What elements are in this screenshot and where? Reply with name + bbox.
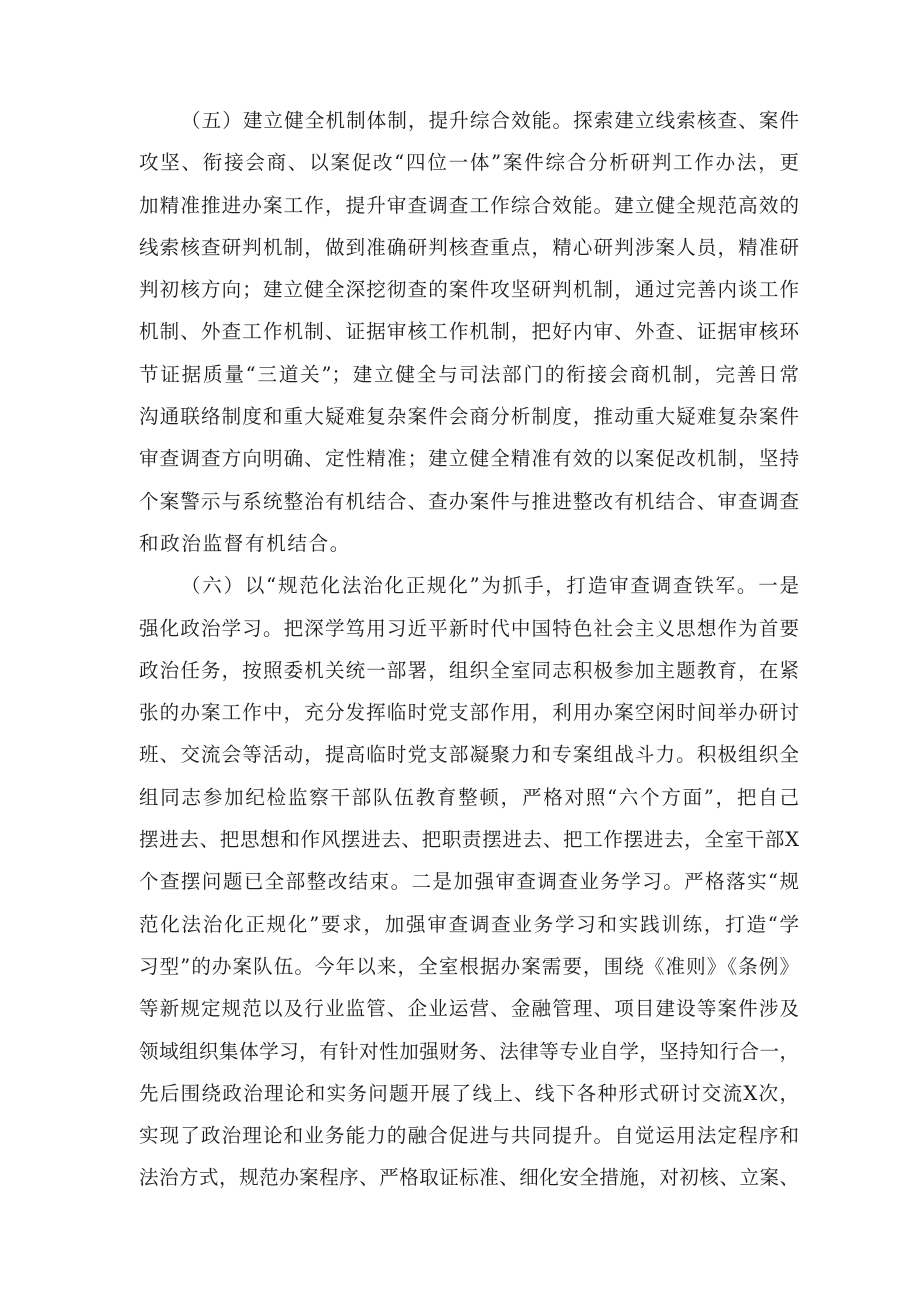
paragraph-line: 组同志参加纪检监察干部队伍教育整顿，严格对照“六个方面”，把自己: [139, 785, 799, 809]
paragraph-line: 个案警示与系统整治有机结合、查办案件与推进整改有机结合、审查调查: [139, 489, 799, 513]
paragraph-line: 个查摆问题已全部整改结束。二是加强审查调查业务学习。严格落实“规: [139, 870, 799, 894]
paragraph-line: 政治任务，按照委机关统一部署，组织全室同志积极参加主题教育，在紧: [139, 658, 799, 682]
paragraph-line: 实现了政治理论和业务能力的融合促进与共同提升。自觉运用法定程序和: [139, 1124, 799, 1148]
paragraph-five: [139, 100, 799, 565]
paragraph-line: 范化法治化正规化”要求，加强审查调查业务学习和实践训练，打造“学: [139, 912, 799, 936]
document-body: [139, 100, 799, 1200]
paragraph-line: 领域组织集体学习，有针对性加强财务、法律等专业自学，坚持知行合一，: [139, 1039, 799, 1063]
paragraph-line: 强化政治学习。把深学笃用习近平新时代中国特色社会主义思想作为首要: [139, 616, 799, 640]
paragraph-line: （五）建立健全机制体制，提升综合效能。探索建立线索核查、案件: [181, 109, 799, 132]
paragraph-line: 攻坚、衔接会商、以案促改“四位一体”案件综合分析研判工作办法，更: [139, 151, 799, 175]
paragraph-line: 判初核方向；建立健全深挖彻查的案件攻坚研判机制，通过完善内谈工作: [139, 278, 799, 302]
paragraph-line: 机制、外查工作机制、证据审核工作机制，把好内审、外查、证据审核环: [139, 320, 799, 344]
paragraph-line: 线索核查研判机制，做到准确研判核查重点，精心研判涉案人员，精准研: [139, 235, 799, 259]
paragraph-line: 和政治监督有机结合。: [139, 531, 352, 555]
paragraph-line: 先后围绕政治理论和实务问题开展了线上、线下各种形式研讨交流X次，: [139, 1081, 799, 1105]
paragraph-line: 班、交流会等活动，提高临时党支部凝聚力和专案组战斗力。积极组织全: [139, 743, 799, 767]
paragraph-line: 沟通联络制度和重大疑难复杂案件会商分析制度，推动重大疑难复杂案件: [139, 405, 799, 429]
paragraph-line: 节证据质量“三道关”；建立健全与司法部门的衔接会商机制，完善日常: [139, 362, 799, 386]
paragraph-line: 法治方式，规范办案程序、严格取证标准、细化安全措施，对初核、立案、: [139, 1166, 799, 1190]
paragraph-line: 加精准推进办案工作，提升审查调查工作综合效能。建立健全规范高效的: [139, 193, 799, 217]
paragraph-six: [139, 565, 799, 1199]
paragraph-line: 习型”的办案队伍。今年以来，全室根据办案需要，围绕《准则》《条例》: [139, 954, 799, 978]
paragraph-line: （六）以“规范化法治化正规化”为抓手，打造审查调查铁军。一是: [181, 574, 799, 598]
paragraph-line: 张的办案工作中，充分发挥临时党支部作用，利用办案空闲时间举办研讨: [139, 701, 799, 725]
paragraph-line: 摆进去、把思想和作风摆进去、把职责摆进去、把工作摆进去，全室干部X: [139, 828, 799, 852]
paragraph-line: 审查调查方向明确、定性精准；建立健全精准有效的以案促改机制，坚持: [139, 447, 799, 471]
paragraph-line: 等新规定规范以及行业监管、企业运营、金融管理、项目建设等案件涉及: [139, 997, 799, 1021]
